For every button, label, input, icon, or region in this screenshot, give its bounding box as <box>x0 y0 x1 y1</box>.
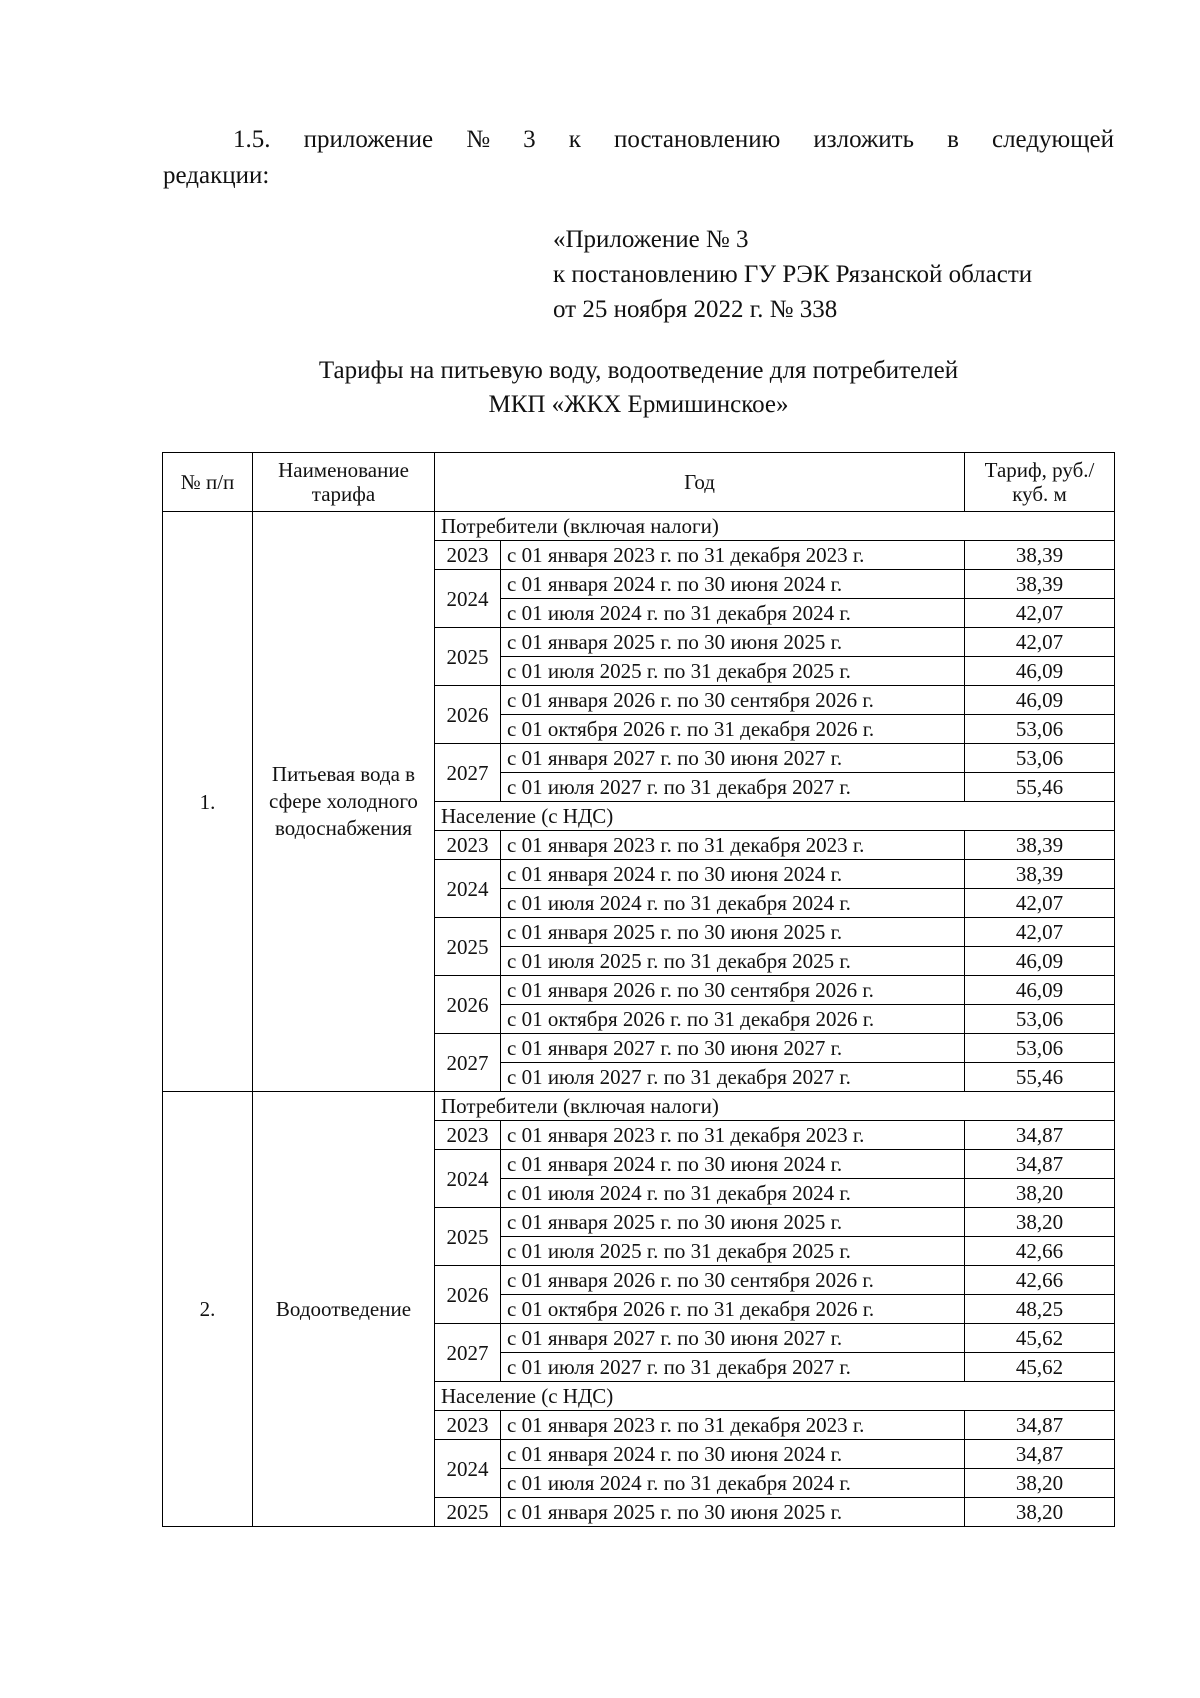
year-cell: 2023 <box>435 1121 501 1150</box>
header-name: Наименование тарифа <box>253 453 435 512</box>
intro-word: к <box>568 126 581 153</box>
year-cell: 2026 <box>435 1266 501 1324</box>
appendix-reference <box>553 222 1032 327</box>
tariff-value: 42,66 <box>965 1266 1115 1295</box>
consumer-group-label: Население (с НДС) <box>435 1382 1115 1411</box>
tariff-value: 34,87 <box>965 1150 1115 1179</box>
title-line-2: МКП «ЖКХ Ермишинское» <box>488 391 789 418</box>
intro-word: № <box>466 126 491 153</box>
tariff-value: 42,07 <box>965 628 1115 657</box>
tariff-value: 42,07 <box>965 918 1115 947</box>
tariff-value: 53,06 <box>965 744 1115 773</box>
table-body <box>163 512 1115 1527</box>
group-row <box>163 512 1115 541</box>
consumer-group-label: Потребители (включая налоги) <box>435 1092 1115 1121</box>
year-cell: 2024 <box>435 1440 501 1498</box>
section-number: 2. <box>163 1092 253 1527</box>
tariff-value: 53,06 <box>965 1005 1115 1034</box>
year-cell: 2027 <box>435 1324 501 1382</box>
period-cell: с 01 июля 2024 г. по 31 декабря 2024 г. <box>501 1179 965 1208</box>
period-cell: с 01 июля 2025 г. по 31 декабря 2025 г. <box>501 947 965 976</box>
year-cell: 2024 <box>435 1150 501 1208</box>
period-cell: с 01 января 2024 г. по 30 июня 2024 г. <box>501 1150 965 1179</box>
intro-word: 3 <box>523 126 536 153</box>
intro-paragraph <box>163 122 1114 194</box>
tariff-value: 38,20 <box>965 1469 1115 1498</box>
period-cell: с 01 января 2026 г. по 30 сентября 2026 г. <box>501 686 965 715</box>
period-cell: с 01 января 2023 г. по 31 декабря 2023 г. <box>501 1121 965 1150</box>
section-name: Водоотведение <box>253 1092 435 1527</box>
period-cell: с 01 января 2024 г. по 30 июня 2024 г. <box>501 570 965 599</box>
tariff-value: 46,09 <box>965 947 1115 976</box>
tariff-value: 53,06 <box>965 1034 1115 1063</box>
period-cell: с 01 января 2025 г. по 30 июня 2025 г. <box>501 1208 965 1237</box>
period-cell: с 01 июля 2027 г. по 31 декабря 2027 г. <box>501 773 965 802</box>
intro-word: изложить <box>813 126 914 153</box>
period-cell: с 01 января 2026 г. по 30 сентября 2026 г. <box>501 976 965 1005</box>
intro-word: постановлению <box>614 126 781 153</box>
period-cell: с 01 января 2026 г. по 30 сентября 2026 г. <box>501 1266 965 1295</box>
intro-word: следующей <box>991 126 1114 153</box>
consumer-group-label: Население (с НДС) <box>435 802 1115 831</box>
section-number: 1. <box>163 512 253 1092</box>
year-cell: 2025 <box>435 1208 501 1266</box>
tariff-value: 53,06 <box>965 715 1115 744</box>
period-cell: с 01 июля 2024 г. по 31 декабря 2024 г. <box>501 1469 965 1498</box>
period-cell: с 01 июля 2024 г. по 31 декабря 2024 г. <box>501 599 965 628</box>
group-row <box>163 1092 1115 1121</box>
year-cell: 2026 <box>435 686 501 744</box>
header-tariff: Тариф, руб./куб. м <box>965 453 1115 512</box>
period-cell: с 01 июля 2027 г. по 31 декабря 2027 г. <box>501 1353 965 1382</box>
tariff-value: 46,09 <box>965 657 1115 686</box>
tariff-value: 46,09 <box>965 976 1115 1005</box>
tariff-value: 55,46 <box>965 773 1115 802</box>
year-cell: 2025 <box>435 1498 501 1527</box>
tariff-value: 42,66 <box>965 1237 1115 1266</box>
tariff-value: 45,62 <box>965 1324 1115 1353</box>
period-cell: с 01 января 2023 г. по 31 декабря 2023 г. <box>501 541 965 570</box>
tariff-value: 46,09 <box>965 686 1115 715</box>
period-cell: с 01 октября 2026 г. по 31 декабря 2026 г. <box>501 1005 965 1034</box>
period-cell: с 01 января 2024 г. по 30 июня 2024 г. <box>501 860 965 889</box>
consumer-group-label: Потребители (включая налоги) <box>435 512 1115 541</box>
period-cell: с 01 июля 2024 г. по 31 декабря 2024 г. <box>501 889 965 918</box>
period-cell: с 01 января 2023 г. по 31 декабря 2023 г. <box>501 1411 965 1440</box>
intro-line-2: редакции: <box>163 162 270 189</box>
intro-word: приложение <box>303 126 434 153</box>
table-header-row <box>163 453 1115 512</box>
header-num: № п/п <box>163 453 253 512</box>
appendix-line-2: к постановлению ГУ РЭК Рязанской области <box>553 261 1033 288</box>
period-cell: с 01 января 2023 г. по 31 декабря 2023 г. <box>501 831 965 860</box>
year-cell: 2026 <box>435 976 501 1034</box>
tariff-value: 42,07 <box>965 599 1115 628</box>
tariff-value: 34,87 <box>965 1440 1115 1469</box>
tariff-value: 38,39 <box>965 570 1115 599</box>
tariff-value: 38,20 <box>965 1208 1115 1237</box>
year-cell: 2025 <box>435 628 501 686</box>
period-cell: с 01 июля 2027 г. по 31 декабря 2027 г. <box>501 1063 965 1092</box>
period-cell: с 01 июля 2025 г. по 31 декабря 2025 г. <box>501 1237 965 1266</box>
appendix-line-1: «Приложение № 3 <box>553 226 749 253</box>
tariff-value: 38,39 <box>965 831 1115 860</box>
year-cell: 2027 <box>435 744 501 802</box>
period-cell: с 01 октября 2026 г. по 31 декабря 2026 г. <box>501 715 965 744</box>
tariff-value: 42,07 <box>965 889 1115 918</box>
period-cell: с 01 января 2027 г. по 30 июня 2027 г. <box>501 744 965 773</box>
period-cell: с 01 июля 2025 г. по 31 декабря 2025 г. <box>501 657 965 686</box>
tariff-value: 34,87 <box>965 1121 1115 1150</box>
intro-line-1 <box>163 122 1114 158</box>
period-cell: с 01 января 2025 г. по 30 июня 2025 г. <box>501 628 965 657</box>
period-cell: с 01 января 2027 г. по 30 июня 2027 г. <box>501 1324 965 1353</box>
intro-word: в <box>947 126 959 153</box>
year-cell: 2025 <box>435 918 501 976</box>
header-year: Год <box>435 453 965 512</box>
period-cell: с 01 января 2025 г. по 30 июня 2025 г. <box>501 1498 965 1527</box>
document-title <box>163 354 1114 422</box>
year-cell: 2023 <box>435 1411 501 1440</box>
tariff-value: 48,25 <box>965 1295 1115 1324</box>
tariff-value: 55,46 <box>965 1063 1115 1092</box>
year-cell: 2024 <box>435 570 501 628</box>
tariff-value: 45,62 <box>965 1353 1115 1382</box>
intro-word: 1.5. <box>233 126 271 153</box>
year-cell: 2023 <box>435 831 501 860</box>
tariff-value: 38,39 <box>965 860 1115 889</box>
appendix-line-3: от 25 ноября 2022 г. № 338 <box>553 296 838 323</box>
year-cell: 2024 <box>435 860 501 918</box>
tariff-value: 38,20 <box>965 1179 1115 1208</box>
period-cell: с 01 января 2025 г. по 30 июня 2025 г. <box>501 918 965 947</box>
section-name: Питьевая вода в сфере холодного водоснабжения <box>253 512 435 1092</box>
year-cell: 2023 <box>435 541 501 570</box>
period-cell: с 01 января 2027 г. по 30 июня 2027 г. <box>501 1034 965 1063</box>
tariff-value: 34,87 <box>965 1411 1115 1440</box>
title-line-1: Тарифы на питьевую воду, водоотведение для потребителей <box>318 357 959 384</box>
tariff-table <box>162 452 1115 1527</box>
period-cell: с 01 января 2024 г. по 30 июня 2024 г. <box>501 1440 965 1469</box>
tariff-value: 38,20 <box>965 1498 1115 1527</box>
period-cell: с 01 октября 2026 г. по 31 декабря 2026 г. <box>501 1295 965 1324</box>
year-cell: 2027 <box>435 1034 501 1092</box>
tariff-value: 38,39 <box>965 541 1115 570</box>
